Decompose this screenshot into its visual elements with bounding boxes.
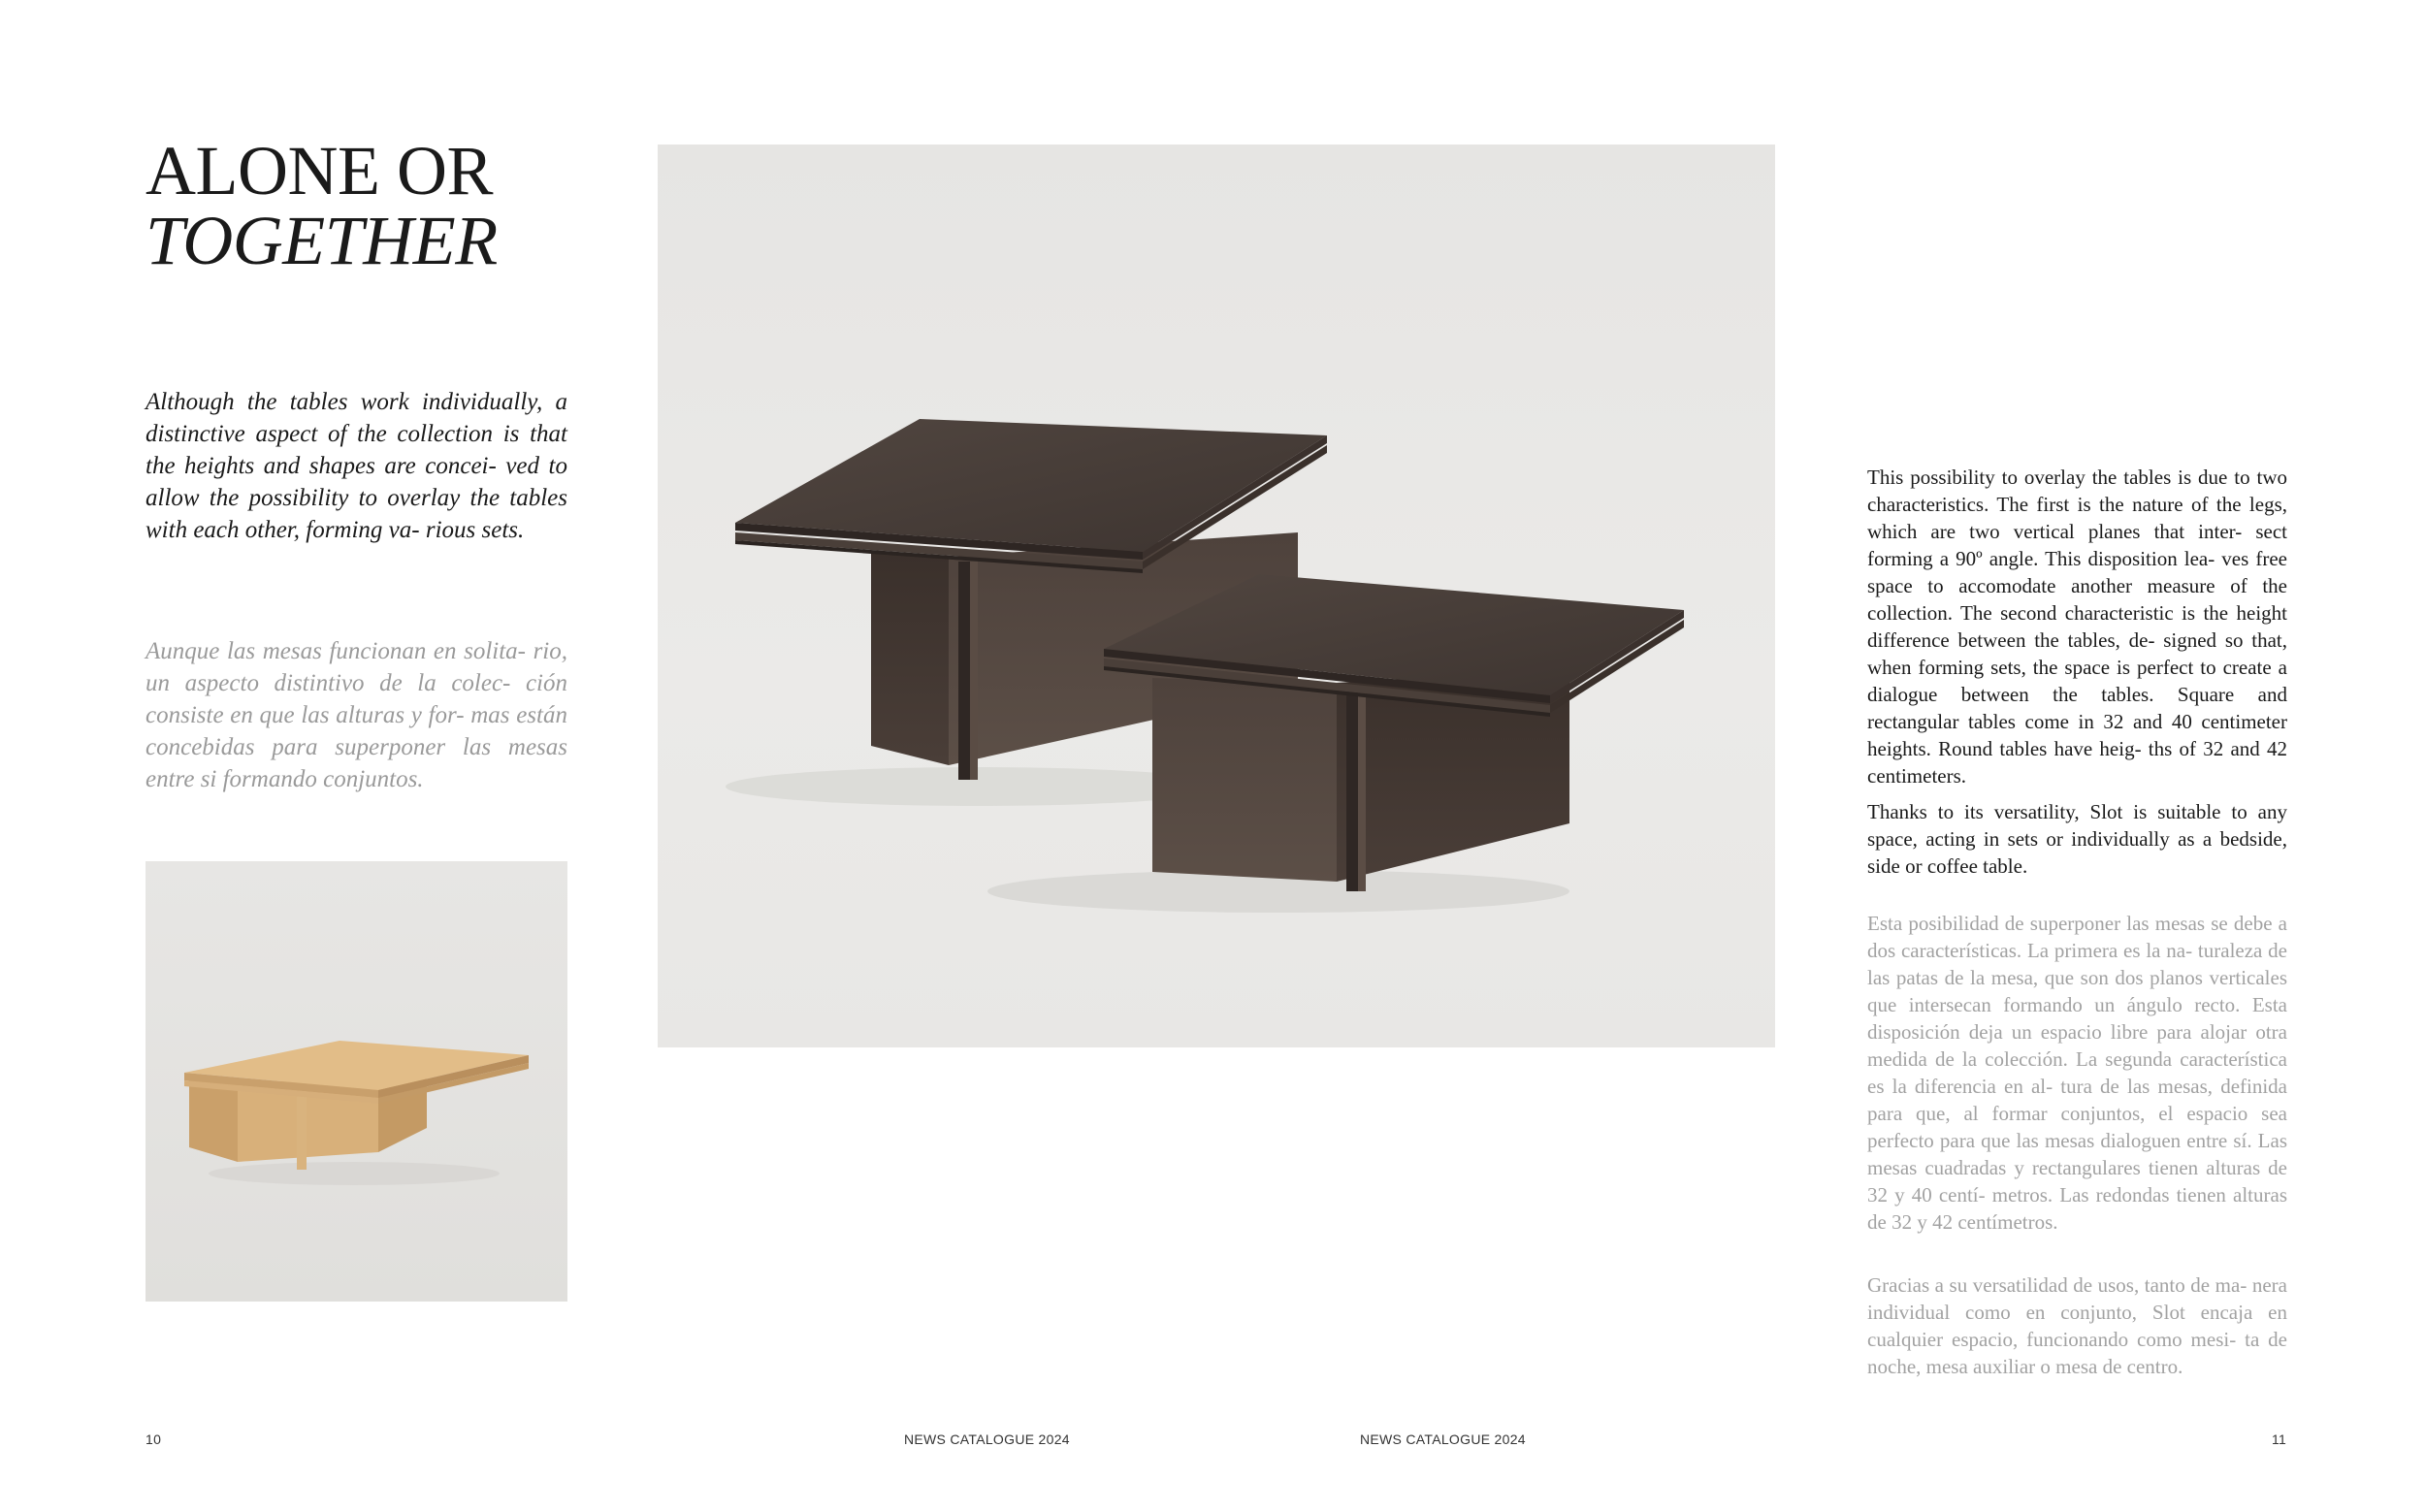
body-english-paragraph-2: Thanks to its versatility, Slot is suitable to any space, acting in sets or individually as a bedside, side or coffee table. — [1867, 800, 2287, 878]
dark-tables-illustration — [658, 145, 1775, 1047]
light-oak-table-illustration — [146, 861, 567, 1302]
body-english-paragraph-1: This possibility to overlay the tables is due to two characteristics. The first is the nature of the legs, which are two vertical planes that inter- sect forming a 90º angle. This disposition lea- ves free space to accomodate another measure of the collection. The second characteristic is the height difference between the tables, de- signed so that, when forming sets, the space is perfect to create a dialogue between the tables. Square and rectangular tables come in 32 and 40 centimeter heights. Round tables have heig- ths of 32 and 42 centimeters. — [1867, 466, 2287, 788]
catalogue-label-right: NEWS CATALOGUE 2024 — [1360, 1432, 1526, 1447]
body-spanish-paragraph-1: Esta posibilidad de superponer las mesas se debe a dos características. La primera es la na- turaleza de las patas de la mesa, que son dos planos verticales que intersecan formando un ángulo recto. Esta disposición deja un espacio libre para alojar otra medida de la colección. La segunda característica es la diferencia en al- tura de las mesas, definida para que, al formar conjuntos, el espacio sea perfecto para que las mesas dialoguen entre sí. Las mesas cuadradas y rectangulares tienen alturas de 32 y 40 centí- metros. Las redondas tienen alturas de 32 y 42 centímetros. — [1867, 912, 2287, 1234]
light-oak-table-photo — [146, 861, 567, 1302]
page-title — [146, 132, 498, 279]
page-number-left: 10 — [146, 1432, 162, 1447]
body-spanish-paragraph-2: Gracias a su versatilidad de usos, tanto de ma- nera individual como en conjunto, Slot encaja en cualquier espacio, funcionando como mesi- ta de noche, mesa auxiliar o mesa de centro. — [1867, 1273, 2287, 1378]
catalogue-label-left: NEWS CATALOGUE 2024 — [904, 1432, 1070, 1447]
intro-spanish: Aunque las mesas funcionan en solita- rio, un aspecto distintivo de la colec- ción consiste en que las alturas y for- mas están concebidas para superponer las mesas entre si formando conjuntos. — [146, 638, 567, 792]
title-line-2: TOGETHER — [146, 202, 498, 279]
dark-tables-photo — [658, 145, 1775, 1047]
intro-english: Although the tables work individually, a distinctive aspect of the collection is that the heights and shapes are concei- ved to allow the possibility to overlay the tables with each other, forming va- rious sets. — [146, 389, 567, 543]
title-line-1: ALONE OR — [146, 132, 493, 209]
page-number-right: 11 — [2272, 1432, 2287, 1447]
